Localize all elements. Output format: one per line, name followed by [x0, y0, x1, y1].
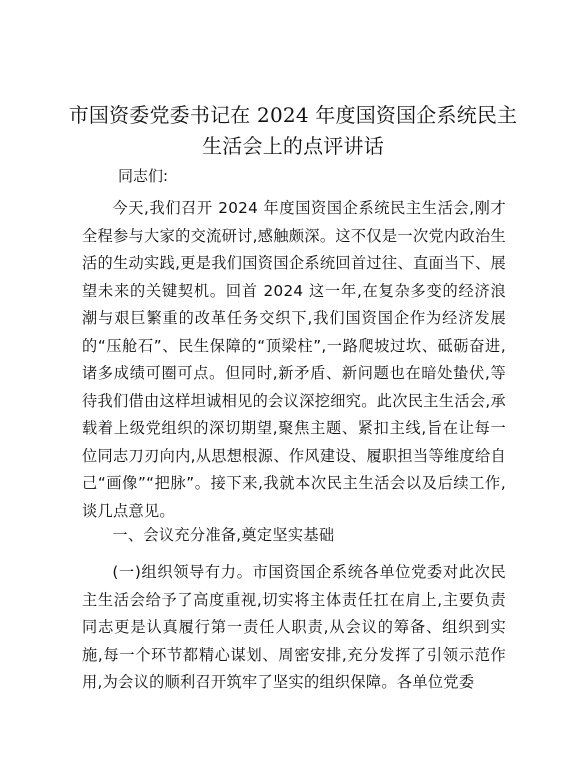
section-heading: 一、会议充分准备,奠定坚实基础 [112, 526, 335, 544]
subsection-paragraph: (一)组织领导有力。市国资国企系统各单位党委对此次民主生活会给予了高度重视,切实将主体责任扛在肩上,主要负责同志更是认真履行第一责任人职责,从会议的筹备、组织到实施,每一个环节都精心谋划、周密安排,充分发挥了引领示范作用,为会议的顺利召开筑牢了坚实的组织保障。各单位党委 [82, 563, 506, 691]
greeting-text: 同志们: [118, 167, 169, 185]
intro-paragraph: 今天,我们召开 2024 年度国资国企系统民主生活会,刚才全程参与大家的交流研讨,感触颇深。这不仅是一次党内政治生活的生动实践,更是我们国资国企系统回首过往、直面当下、展望未来的关键契机。回首 2024 这一年,在复杂多变的经济浪潮与艰巨繁重的改革任务交织下,我们国资国企作为经济发展的“压舱石”、民生保障的“顶梁柱”,一路爬坡过坎、砥砺奋进,诸多成绩可圈可点。但同时,新矛盾、新问题也在暗处蛰伏,等待我们借由这样坦诚相见的会议深挖细究。此次民主生活会,承载着上级党组织的深切期望,聚焦主题、紧扣主线,旨在让每一位同志刀刃向内,从思想根源、作风建设、履职担当等维度给自己“画像”“把脉”。接下来,我就本次民主生活会以及后续工作,谈几点意见。 [82, 199, 506, 520]
document-title: 市国资委党委书记在 2024 年度国资国企系统民主生活会上的点评讲话 [68, 103, 518, 158]
